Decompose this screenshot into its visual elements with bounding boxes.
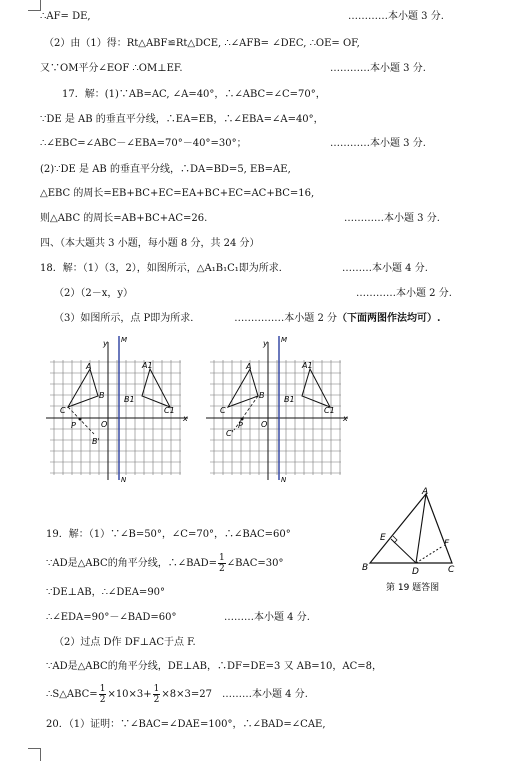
score-note: …………本小题 3 分.: [330, 138, 426, 149]
grid-figure-right: [206, 332, 351, 482]
fig19-triangle: [360, 486, 464, 596]
line-q20-start: 20．（1）证明：∵∠BAC=∠DAE=100°，∴∠BAD=∠CAE,: [46, 719, 326, 730]
label-N: N: [281, 476, 287, 482]
score-note: …………本小题 3 分.: [330, 63, 426, 74]
label-P: P: [238, 421, 243, 430]
line-q19-df: ∵AD是△ABC的角平分线，DE⊥AB，∴DF=DE=3 又 AB=10，AC=8，: [46, 661, 383, 672]
label-A: A: [246, 362, 252, 371]
label-M: M: [121, 336, 128, 344]
fig19-label-F: F: [444, 539, 450, 549]
line-q19-bisector: ∵AD是△ABC的角平分线，∴∠BAD= $\frac{1}{2}$ ∠BAC=30°: [46, 553, 284, 574]
section-heading-4: 四、（本大题共 3 小题，每小题 8 分，共 24 分）: [40, 238, 260, 249]
fig19-label-B: B: [362, 563, 369, 573]
fig19-label-E: E: [380, 533, 386, 543]
label-N: N: [121, 476, 127, 482]
fraction-half: $\frac{1}{2}$: [153, 684, 160, 705]
score-note: …………本小题 2 分.: [356, 288, 452, 299]
label-C1: C1: [164, 406, 175, 415]
fig19-caption: 第 19 题答图: [386, 583, 440, 593]
line-af-de: ∴AF= DE,: [40, 11, 91, 22]
label-B-prime: B': [92, 437, 100, 446]
fig19-label-D: D: [412, 567, 419, 577]
label-B1: B1: [284, 395, 295, 404]
label-B1: B1: [124, 395, 135, 404]
label-B: B: [99, 391, 105, 400]
label-y: y: [263, 339, 268, 348]
label-C-prime: C': [226, 429, 234, 438]
line-q18-part1: 18．解：（1）（3，2），如图所示，△A₁B₁C₁即为所求．: [40, 263, 289, 274]
score-note: …………本小题 3 分.: [348, 11, 444, 22]
line-q17-ebc: ∴∠EBC=∠ABC－∠EBA=70°－40°=30°；: [40, 138, 247, 149]
label-x: x: [183, 414, 188, 423]
label-P: P: [71, 421, 76, 430]
label-B: B: [259, 391, 265, 400]
line-q18-part3: （3）如图所示，点 P即为所求． ……………本小题 2 分（下面两图作法均可）.: [54, 313, 441, 324]
fig19-label-A: A: [422, 487, 429, 497]
grid-figure-left: [46, 332, 191, 482]
fig19-label-C: C: [448, 565, 455, 575]
label-x: x: [343, 414, 348, 423]
label-A1: A1: [302, 361, 313, 370]
label-C: C: [220, 406, 226, 415]
line-q19-eda: ∴∠EDA=90°－∠BAD=60°: [46, 612, 177, 623]
line-q19-part2: （2）过点 D作 DF⊥AC于点 F.: [54, 637, 196, 648]
score-note: ………本小题 4 分.: [342, 263, 428, 274]
line-q17-part2: (2)∵DE 是 AB 的垂直平分线，∴DA=BD=5, EB=AE,: [40, 164, 291, 175]
line-q17-result: 则△ABC 的周长=AB+BC+AC=26.: [40, 213, 208, 224]
score-note: …………本小题 3 分.: [344, 213, 440, 224]
line-q19-part1: 19．解：（1）∵∠B=50°，∠C=70°，∴∠BAC=60°: [46, 529, 291, 540]
label-y: y: [103, 339, 108, 348]
line-q17-de: ∵DE 是 AB 的垂直平分线，∴EA=EB，∴∠EBA=∠A=40°，: [40, 114, 324, 125]
line-q19-area: ∴S△ABC= $\frac{1}{2}$ ×10×3+ $\frac{1}{2}$ ×8×3=27 ………本小题 4 分.: [46, 684, 308, 705]
label-O: O: [101, 420, 108, 429]
line-part2-proof: （2）由（1）得：Rt△ABF≌Rt△DCE, ∴∠AFB= ∠DEC, ∴OE= OF,: [44, 38, 360, 49]
line-om-perp: 又∵OM平分∠EOF ∴OM⊥EF.: [40, 63, 183, 74]
label-A1: A1: [142, 361, 153, 370]
line-q18-part2: （2）（2－x，y）: [54, 288, 134, 299]
fraction-half: $\frac{1}{2}$: [219, 553, 225, 574]
label-C1: C1: [324, 406, 335, 415]
line-q17-perimeter: △EBC 的周长=EB+BC+EC=EA+BC+EC=AC+BC=16,: [40, 188, 315, 199]
line-q17-start: 17．解：(1)∵AB=AC, ∠A=40°，∴∠ABC=∠C=70°，: [62, 89, 326, 100]
crop-mark-bottom-left: [28, 748, 41, 761]
fraction-half: $\frac{1}{2}$: [99, 684, 106, 705]
label-M: M: [281, 336, 288, 344]
line-q19-de-perp: ∵DE⊥AB，∴∠DEA=90°: [46, 587, 166, 598]
label-C: C: [60, 406, 66, 415]
label-A: A: [86, 362, 92, 371]
label-O: O: [261, 420, 268, 429]
score-note: ………本小题 4 分.: [224, 612, 310, 623]
